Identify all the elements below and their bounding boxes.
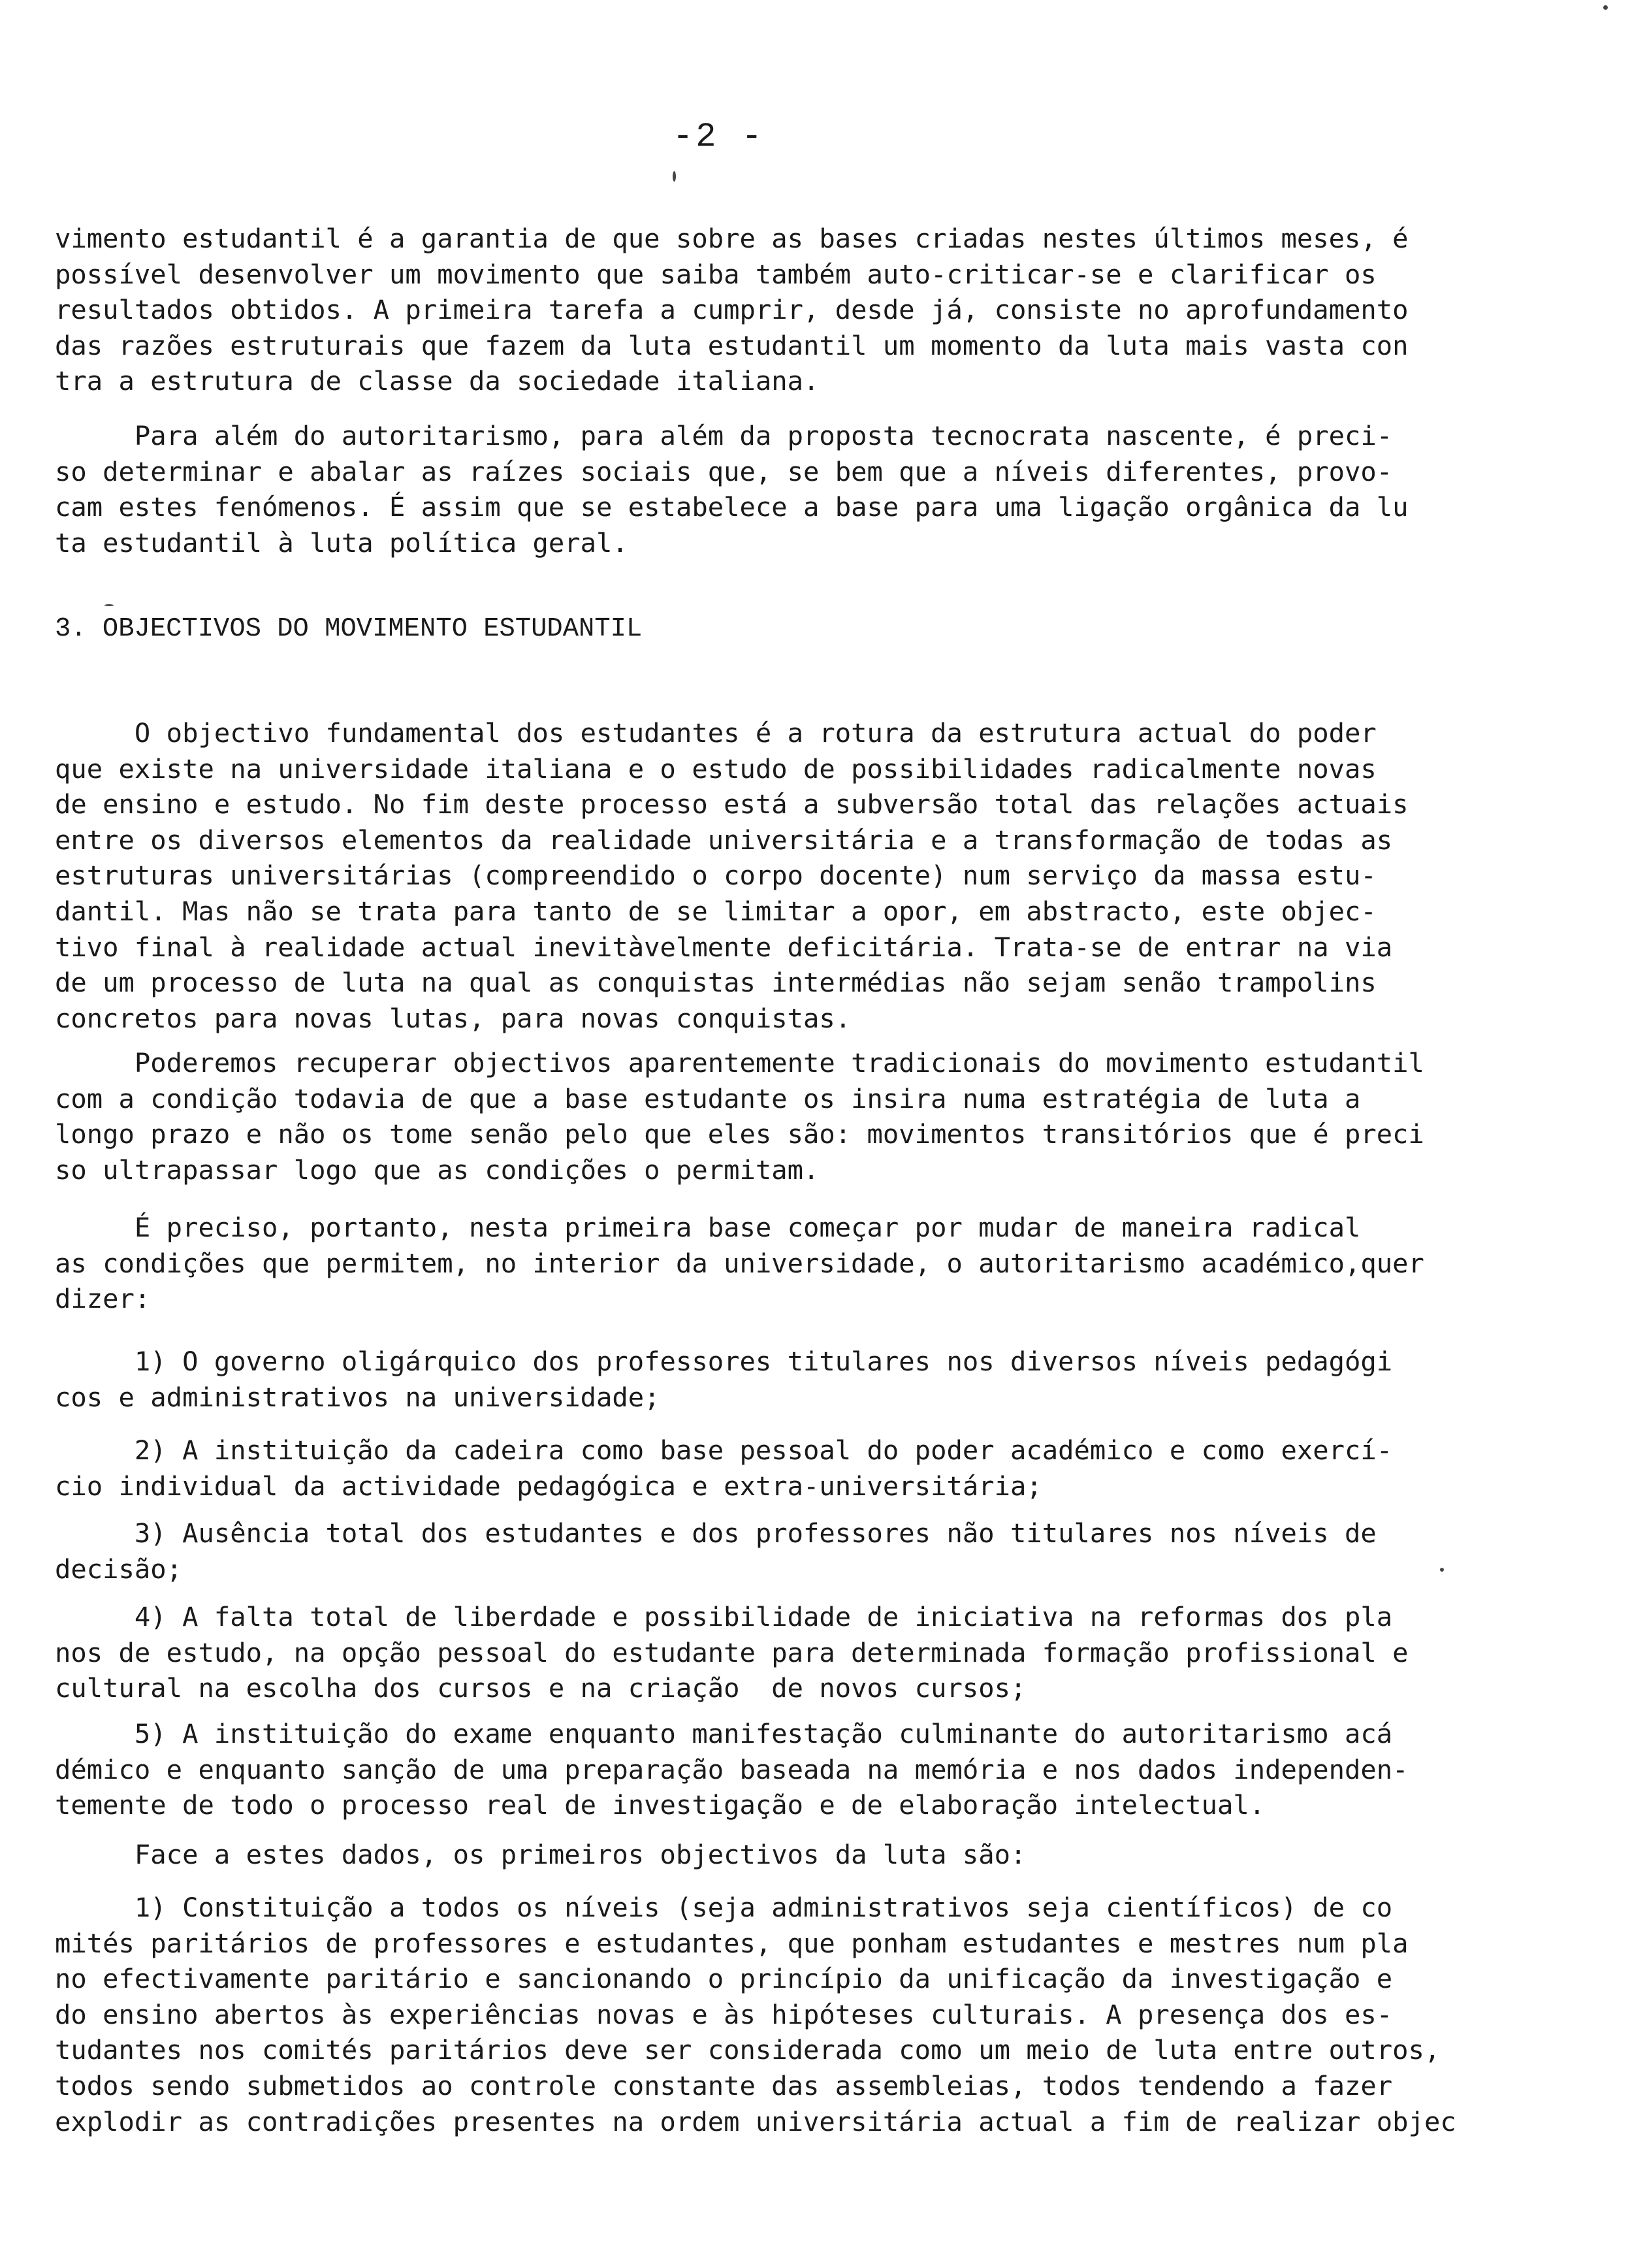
text-line: ta estudantil à luta política geral.: [55, 526, 628, 559]
condition-5: [55, 1716, 1478, 1823]
text-line: O objectivo fundamental dos estudantes é a rotura da estrutura actual do poder: [55, 717, 1377, 749]
text-line: dantil. Mas não se trata para tanto de se limitar a opor, em abstracto, este objec-: [55, 895, 1377, 927]
objectivo-paragraph: [55, 715, 1478, 1036]
text-line: tudantes nos comités paritários deve ser considerada como um meio de luta entre outros,: [55, 2034, 1441, 2066]
text-line: concretos para novas lutas, para novas conquistas.: [55, 1002, 852, 1034]
text-line: É preciso, portanto, nesta primeira base começar por mudar de maneira radical: [55, 1212, 1361, 1243]
text-line: resultados obtidos. A primeira tarefa a cumprir, desde já, consiste no aprofundamento: [55, 294, 1409, 326]
text-line: Para além do autoritarismo, para além da proposta tecnocrata nascente, é preci-: [55, 420, 1393, 451]
text-line: com a condição todavia de que a base estudante os insira numa estratégia de luta a: [55, 1082, 1361, 1114]
text-line: as condições que permitem, no interior da universidade, o autoritarismo académico,quer: [55, 1247, 1424, 1279]
text-line: tra a estrutura de classe da sociedade italiana.: [55, 365, 820, 397]
text-line: possível desenvolver um movimento que saiba também auto-criticar-se e clarificar os: [55, 258, 1377, 290]
text-line: explodir as contradições presentes na ordem universitária actual a fim de realizar objec: [55, 2105, 1456, 2137]
text-line: so ultrapassar logo que as condições o permitam.: [55, 1154, 820, 1186]
poderemos-paragraph: [55, 1045, 1478, 1188]
section-heading: 3. OBJECTIVOS DO MOVIMENTO ESTUDANTIL: [55, 614, 643, 644]
page-number: -2 -: [673, 118, 765, 156]
condition-4: [55, 1599, 1478, 1706]
text-line: entre os diversos elementos da realidade universitária e a transformação de todas as: [55, 824, 1393, 856]
scan-speck: [1440, 1568, 1444, 1572]
text-line: 4) A falta total de liberdade e possibilidade de iniciativa na reformas dos pla: [55, 1601, 1393, 1632]
text-line: 3) Ausência total dos estudantes e dos professores não titulares nos níveis de: [55, 1517, 1377, 1549]
condition-1: [55, 1344, 1478, 1415]
text-line: mités paritários de professores e estudantes, que ponham estudantes e mestres num pla: [55, 1927, 1409, 1959]
text-line: Face a estes dados, os primeiros objectivos da luta são:: [55, 1839, 1027, 1870]
text-line: démico e enquanto sanção de uma preparação baseada na memória e nos dados independen-: [55, 1753, 1409, 1785]
para-alem-paragraph: [55, 418, 1478, 560]
text-line: 2) A instituição da cadeira como base pessoal do poder académico e como exercí-: [55, 1434, 1393, 1466]
text-line: longo prazo e não os tome senão pelo que eles são: movimentos transitórios que é preci: [55, 1118, 1424, 1150]
text-line: de um processo de luta na qual as conquistas intermédias não sejam senão trampolins: [55, 967, 1377, 999]
text-line: cos e administrativos na universidade;: [55, 1381, 660, 1413]
text-line: cam estes fenómenos. É assim que se estabelece a base para uma ligação orgânica da lu: [55, 491, 1409, 523]
text-line: que existe na universidade italiana e o estudo de possibilidades radicalmente novas: [55, 753, 1377, 785]
text-line: do ensino abertos às experiências novas e às hipóteses culturais. A presença dos es-: [55, 1998, 1393, 2030]
text-line: no efectivamente paritário e sancionando o princípio da unificação da investigação e: [55, 1963, 1393, 1995]
text-line: 1) O governo oligárquico dos professores titulares nos diversos níveis pedagógi: [55, 1346, 1393, 1377]
text-line: 1) Constituição a todos os níveis (seja administrativos seja científicos) de co: [55, 1892, 1393, 1923]
face-paragraph: [55, 1837, 1478, 1873]
scan-speck: [1603, 5, 1608, 10]
text-line: todos sendo submetidos ao controle constante das assembleias, todos tendendo a fazer: [55, 2069, 1393, 2101]
scan-speck: [104, 604, 114, 606]
text-line: das razões estruturais que fazem da luta estudantil um momento da luta mais vasta con: [55, 329, 1409, 361]
text-line: decisão;: [55, 1553, 183, 1585]
text-line: de ensino e estudo. No fim deste processo está a subversão total das relações actuais: [55, 788, 1409, 820]
text-line: cultural na escolha dos cursos e na criação de novos cursos;: [55, 1672, 1027, 1704]
text-line: temente de todo o processo real de investigação e de elaboração intelectual.: [55, 1789, 1266, 1821]
text-line: estruturas universitárias (compreendido o corpo docente) num serviço da massa estu-: [55, 860, 1377, 892]
preciso-paragraph: [55, 1210, 1478, 1317]
condition-3: [55, 1515, 1478, 1587]
scan-speck: [673, 171, 676, 182]
text-line: nos de estudo, na opção pessoal do estudante para determinada formação profissional e: [55, 1636, 1409, 1668]
objective-1-paragraph: [55, 1890, 1478, 2139]
text-line: 5) A instituição do exame enquanto manifestação culminante do autoritarismo acá: [55, 1718, 1393, 1749]
intro-paragraph: [55, 221, 1478, 399]
text-line: so determinar e abalar as raízes sociais que, se bem que a níveis diferentes, provo-: [55, 455, 1393, 487]
text-line: tivo final à realidade actual inevitàvelmente deficitária. Trata-se de entrar na via: [55, 931, 1393, 963]
condition-2: [55, 1433, 1478, 1504]
text-line: Poderemos recuperar objectivos aparentemente tradicionais do movimento estudantil: [55, 1047, 1424, 1078]
text-line: cio individual da actividade pedagógica e extra-universitária;: [55, 1470, 1042, 1502]
text-line: dizer:: [55, 1283, 151, 1315]
text-line: vimento estudantil é a garantia de que sobre as bases criadas nestes últimos meses, é: [55, 223, 1409, 254]
